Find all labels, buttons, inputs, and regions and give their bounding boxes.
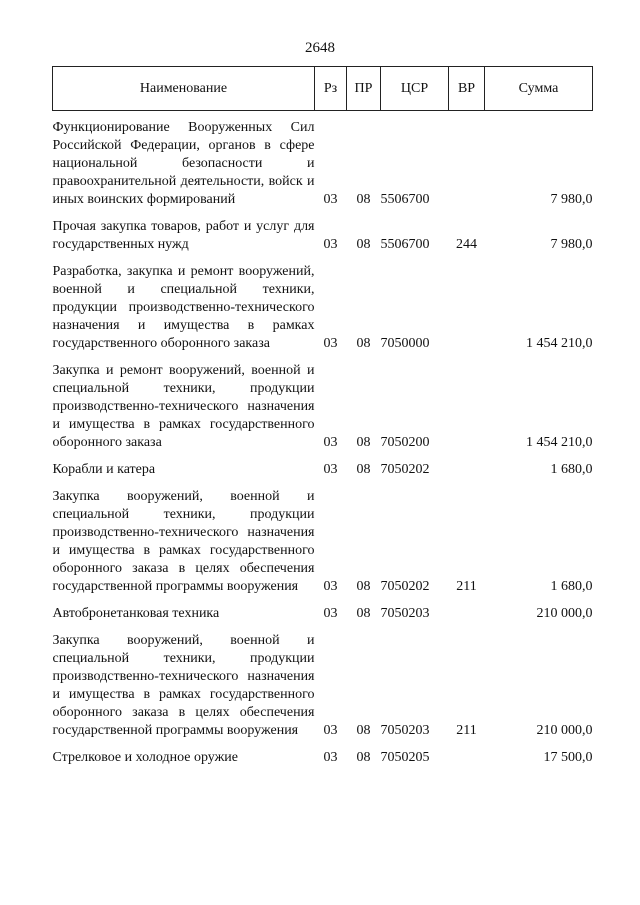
row-pr: 08 [356, 192, 371, 207]
row-rz: 03 [323, 606, 338, 621]
row-rz: 03 [323, 750, 338, 765]
row-vr [449, 461, 485, 488]
table-row [53, 263, 593, 362]
header-rz: Рз [315, 67, 347, 111]
header-pr: ПР [347, 67, 381, 111]
row-name: Разработка, закупка и ремонт вооружений, военной и специальной техники, продукции производственно-технического назначения и имущества в рамках государственного оборонного заказа [52, 264, 315, 351]
budget-table [52, 66, 593, 776]
table-row [53, 488, 593, 605]
page-number: 2648 [305, 40, 335, 56]
row-csr: 7050205 [380, 750, 430, 765]
row-pr: 08 [356, 462, 371, 477]
row-rz: 03 [323, 237, 338, 252]
row-sum: 210 000,0 [536, 606, 593, 621]
table-row [53, 461, 593, 488]
header-csr: ЦСР [381, 67, 449, 111]
row-rz: 03 [323, 579, 338, 594]
row-sum: 1 680,0 [550, 462, 593, 477]
row-name: Закупка вооружений, военной и специальной техники, продукции производственно-технического назначения и имущества в рамках государственного оборонного заказа в целях обеспечения государственной программы вооружения [52, 633, 315, 738]
row-csr: 7050202 [380, 462, 430, 477]
table-row [53, 111, 593, 219]
row-name: Автобронетанковая техника [52, 606, 220, 621]
row-csr: 7050203 [380, 606, 430, 621]
row-name: Функционирование Вооруженных Сил Российской Федерации, органов в сфере национальной безопасности и правоохранительной деятельности, войск и иных воинских формирований [52, 120, 315, 207]
row-rz: 03 [323, 462, 338, 477]
row-pr: 08 [356, 579, 371, 594]
row-sum: 7 980,0 [550, 237, 593, 252]
row-sum: 1 454 210,0 [526, 435, 593, 450]
row-vr [449, 263, 485, 362]
row-sum: 1 454 210,0 [526, 336, 593, 351]
row-vr: 244 [456, 237, 477, 252]
row-vr [449, 605, 485, 632]
row-sum: 1 680,0 [550, 579, 593, 594]
row-vr: 211 [456, 723, 477, 738]
row-name: Закупка и ремонт вооружений, военной и специальной техники, продукции производственно-технического назначения и имущества в рамках государственного оборонного заказа [52, 363, 315, 450]
row-sum: 7 980,0 [550, 192, 593, 207]
table-row [53, 362, 593, 461]
row-rz: 03 [323, 192, 338, 207]
table-row [53, 632, 593, 749]
row-vr [449, 111, 485, 219]
row-pr: 08 [356, 606, 371, 621]
table-row [53, 218, 593, 263]
row-vr: 211 [456, 579, 477, 594]
row-pr: 08 [356, 723, 371, 738]
row-csr: 5506700 [380, 192, 430, 207]
row-pr: 08 [356, 750, 371, 765]
header-sum: Сумма [485, 67, 593, 111]
row-csr: 7050200 [380, 435, 430, 450]
row-vr [449, 749, 485, 776]
row-csr: 7050202 [380, 579, 430, 594]
header-vr: ВР [449, 67, 485, 111]
header-name: Наименование [53, 67, 315, 111]
row-name: Прочая закупка товаров, работ и услуг для государственных нужд [52, 219, 315, 252]
table-header [53, 67, 593, 111]
row-sum: 17 500,0 [543, 750, 593, 765]
row-pr: 08 [356, 237, 371, 252]
table-row [53, 605, 593, 632]
row-sum: 210 000,0 [536, 723, 593, 738]
row-name: Корабли и катера [52, 462, 156, 477]
row-name: Закупка вооружений, военной и специальной техники, продукции производственно-технического назначения и имущества в рамках государственного оборонного заказа в целях обеспечения государственной программы вооружения [52, 489, 315, 594]
table-body [53, 111, 593, 777]
row-csr: 5506700 [380, 237, 430, 252]
row-pr: 08 [356, 336, 371, 351]
row-name: Стрелковое и холодное оружие [52, 750, 238, 765]
row-rz: 03 [323, 336, 338, 351]
row-pr: 08 [356, 435, 371, 450]
row-rz: 03 [323, 723, 338, 738]
row-csr: 7050000 [380, 336, 430, 351]
row-vr [449, 362, 485, 461]
row-csr: 7050203 [380, 723, 430, 738]
table-row [53, 749, 593, 776]
row-rz: 03 [323, 435, 338, 450]
